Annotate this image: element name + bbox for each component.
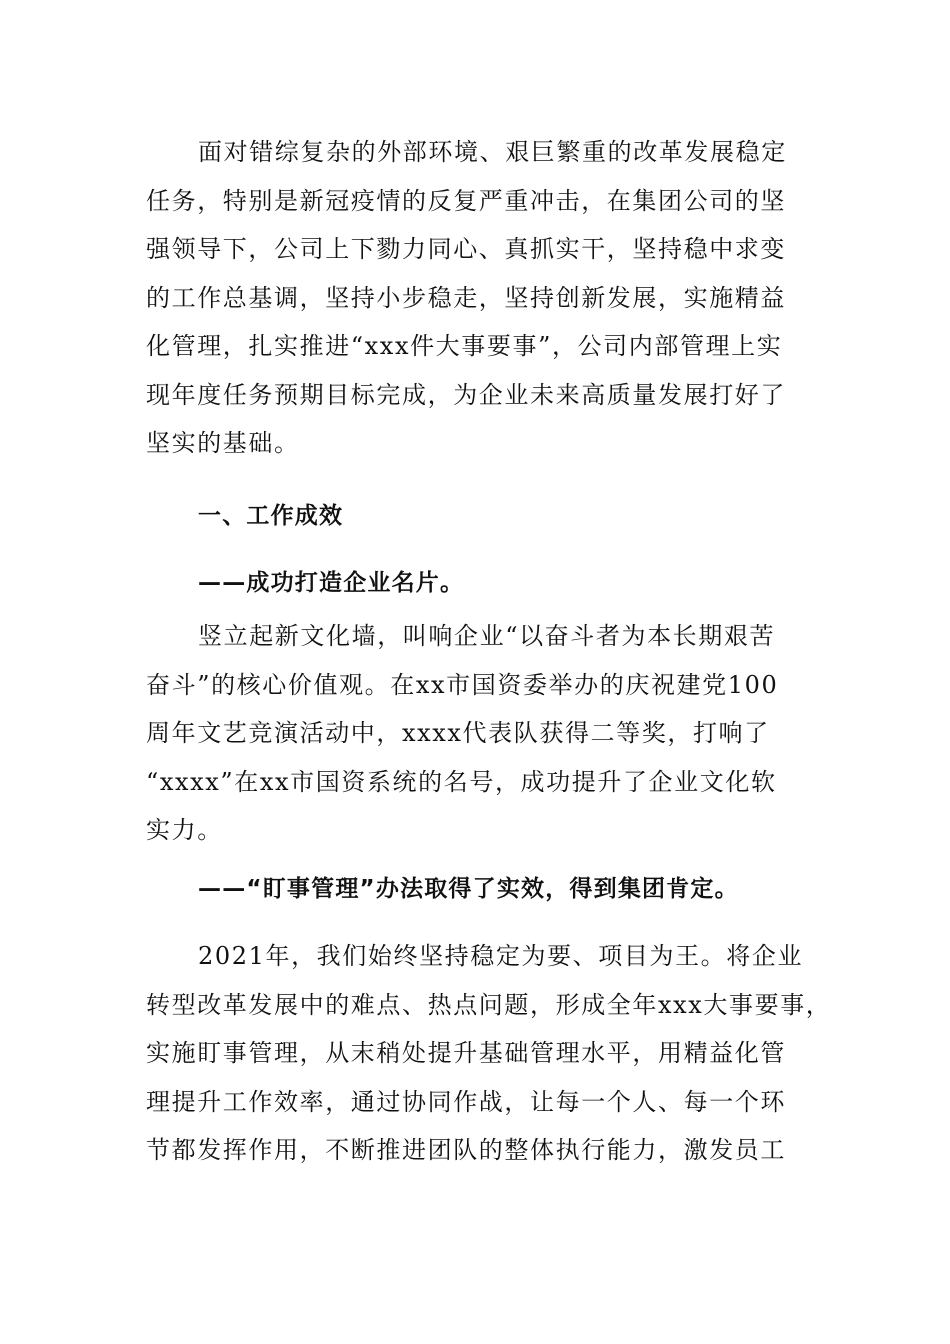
paragraph-culture [146,612,816,855]
paragraph-intro [146,128,816,468]
paragraph-line: 实施盯事管理，从末稍处提升基础管理水平，用精益化管 [146,1039,786,1067]
paragraph-line: 任务，特别是新冠疫情的反复严重冲击，在集团公司的坚 [146,186,786,215]
paragraph-line: 化管理，扎实推进“xxx件大事要事”，公司内部管理上实 [146,332,783,360]
paragraph-line: “xxxx”在xx市国资系统的名号，成功提升了企业文化软 [146,767,777,796]
paragraph-line: 理提升工作效率，通过协同作战，让每一个人、每一个环 [146,1087,786,1116]
paragraph-line: 节都发挥作用，不断推进团队的整体执行能力，激发员工 [146,1136,786,1164]
paragraph-line: 竖立起新文化墙，叫响企业“以奋斗者为本长期艰苦 [198,622,776,650]
paragraph-line: 面对错综复杂的外部环境、艰巨繁重的改革发展稳定 [198,138,787,166]
section-heading: 一、工作成效 [198,503,344,529]
paragraph-line: 2021年，我们始终坚持稳定为要、项目为王。将企业 [198,942,804,970]
paragraph-line: 的工作总基调，坚持小步稳走，坚持创新发展，实施精益 [146,283,786,312]
paragraph-line: 现年度任务预期目标完成，为企业未来高质量发展打好了 [146,380,786,409]
subsection-heading: ——成功打造企业名片。 [198,570,465,596]
paragraph-line: 坚实的基础。 [146,429,300,457]
paragraph-line: 周年文艺竞演活动中，xxxx代表队获得二等奖，打响了 [146,719,770,747]
paragraph-line: 强领导下，公司上下勠力同心、真抓实干，坚持稳中求变 [146,235,786,263]
paragraph-line: 奋斗”的核心价值观。在xx市国资委举办的庆祝建党100 [146,670,779,699]
paragraph-management [146,932,832,1175]
paragraph-line: 实力。 [146,816,223,844]
subsection-heading: ——“盯事管理”办法取得了实效，得到集团肯定。 [198,876,739,902]
paragraph-line: 转型改革发展中的难点、热点问题，形成全年xxx大事要事， [146,990,832,1019]
